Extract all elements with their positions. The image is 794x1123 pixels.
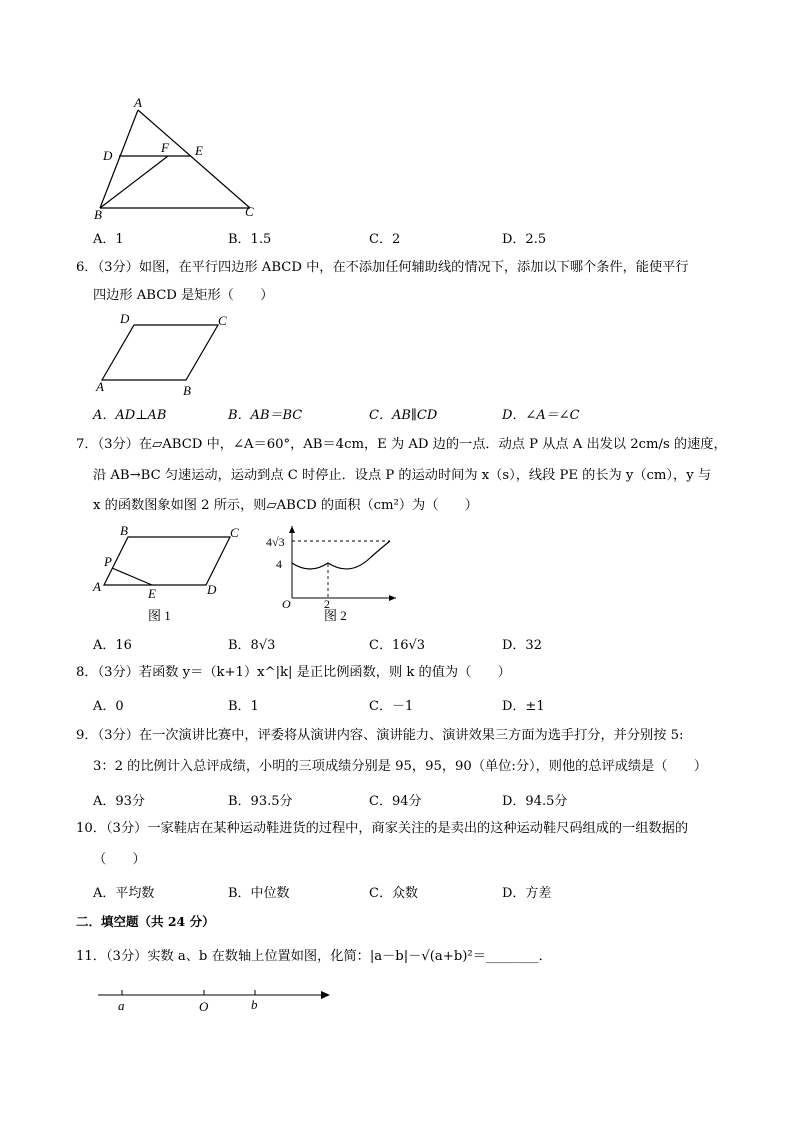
q5-option-b[interactable]: B．1.5 xyxy=(228,232,272,247)
q5-option-d[interactable]: D．2.5 xyxy=(502,232,547,247)
label-D: D xyxy=(103,148,113,163)
q7-figure2-graph xyxy=(262,522,402,624)
q11-question-line1: 11．（3分）实数 a、b 在数轴上位置如图，化简：|a－b|－√(a+b)²＝________． xyxy=(76,949,552,964)
label-D: D xyxy=(207,582,217,597)
q7-question-line2: 沿 AB→BC 匀速运动，运动到点 C 时停止．设点 P 的运动时间为 x（s），线段 PE 的长为 y（cm），y 与 xyxy=(93,468,712,483)
label-D: D xyxy=(120,311,130,326)
label-O: O xyxy=(199,999,209,1014)
label-F: F xyxy=(161,140,169,155)
q6-parallelogram-figure xyxy=(90,310,240,400)
q8-option-c[interactable]: C．－1 xyxy=(369,699,414,714)
q5-option-c[interactable]: C．2 xyxy=(369,232,401,247)
figure2-caption: 图 2 xyxy=(324,608,347,623)
label-C: C xyxy=(218,313,227,328)
label-B: B xyxy=(120,525,128,538)
label-A: A xyxy=(93,579,101,594)
q7-figure1 xyxy=(88,525,248,625)
q5-triangle-figure xyxy=(88,92,268,220)
q6-option-a[interactable]: A．AD⊥AB xyxy=(93,408,167,423)
label-C: C xyxy=(245,204,254,219)
q7-option-c[interactable]: C．16√3 xyxy=(369,638,426,653)
q10-question-line1: 10．（3分）一家鞋店在某种运动鞋进货的过程中，商家关注的是卖出的这种运动鞋尺码组成的一组数据的 xyxy=(76,821,689,836)
q10-option-b[interactable]: B．中位数 xyxy=(228,886,290,901)
q6-option-b[interactable]: B．AB＝BC xyxy=(228,408,303,423)
y-tick-4: 4 xyxy=(276,557,282,571)
label-C: C xyxy=(230,525,239,540)
label-a: a xyxy=(118,998,125,1013)
q9-question-line1: 9．（3分）在一次演讲比赛中，评委将从演讲内容、演讲能力、演讲效果三方面为选手打分，并分别按 5: xyxy=(76,728,684,743)
section-heading: 二．填空题（共 24 分） xyxy=(76,914,215,929)
label-B: B xyxy=(183,383,191,398)
q7-option-d[interactable]: D．32 xyxy=(502,638,542,653)
label-E: E xyxy=(148,586,156,601)
q7-question-line3: x 的函数图象如图 2 所示，则▱ABCD 的面积（cm²）为（ ） xyxy=(93,498,478,513)
q9-option-a[interactable]: A．93分 xyxy=(93,794,145,809)
q6-option-c[interactable]: C．AB∥CD xyxy=(369,408,438,423)
q10-question-line2: （ ） xyxy=(93,852,146,867)
q10-option-d[interactable]: D．方差 xyxy=(502,886,552,901)
label-E: E xyxy=(195,143,203,158)
q8-option-a[interactable]: A．0 xyxy=(93,699,124,714)
q10-option-c[interactable]: C．众数 xyxy=(369,886,418,901)
q8-option-b[interactable]: B．1 xyxy=(228,699,259,714)
q9-option-d[interactable]: D．94.5分 xyxy=(502,794,568,809)
q6-question-line1: 6．（3分）如图，在平行四边形 ABCD 中，在不添加任何辅助线的情况下，添加以下哪个条件，能使平行 xyxy=(76,260,689,275)
label-A: A xyxy=(96,379,104,394)
q11-number-line xyxy=(92,982,334,1016)
origin-label: O xyxy=(282,597,291,611)
q5-option-a[interactable]: A．1 xyxy=(93,232,124,247)
q10-option-a[interactable]: A．平均数 xyxy=(93,886,155,901)
x-tick-2: 2 xyxy=(324,597,330,611)
label-B: B xyxy=(94,207,102,220)
q7-question-line1: 7．（3分）在▱ABCD 中，∠A＝60°，AB＝4cm，E 为 AD 边的一点．动点 P 从点 A 出发以 2cm/s 的速度， xyxy=(76,437,727,452)
y-tick-4sqrt3: 4√3 xyxy=(266,535,285,549)
q7-option-b[interactable]: B．8√3 xyxy=(228,638,276,653)
q9-option-b[interactable]: B．93.5分 xyxy=(228,794,293,809)
q9-question-line2: 3：2 的比例计入总评成绩，小明的三项成绩分别是 95，95，90（单位:分），则他的总评成绩是（ ） xyxy=(93,759,708,774)
q9-option-c[interactable]: C．94分 xyxy=(369,794,422,809)
label-A: A xyxy=(134,95,142,110)
q6-option-d[interactable]: D．∠A＝∠C xyxy=(502,408,580,423)
q8-option-d[interactable]: D．±1 xyxy=(502,699,545,714)
label-b: b xyxy=(251,997,258,1012)
q6-question-line2: 四边形 ABCD 是矩形（ ） xyxy=(93,288,274,303)
label-P: P xyxy=(104,554,112,569)
q7-option-a[interactable]: A．16 xyxy=(93,638,132,653)
figure1-caption: 图 1 xyxy=(148,608,171,623)
q8-question-line1: 8．（3分）若函数 y＝（k+1）x^|k| 是正比例函数，则 k 的值为（ ） xyxy=(76,665,511,680)
